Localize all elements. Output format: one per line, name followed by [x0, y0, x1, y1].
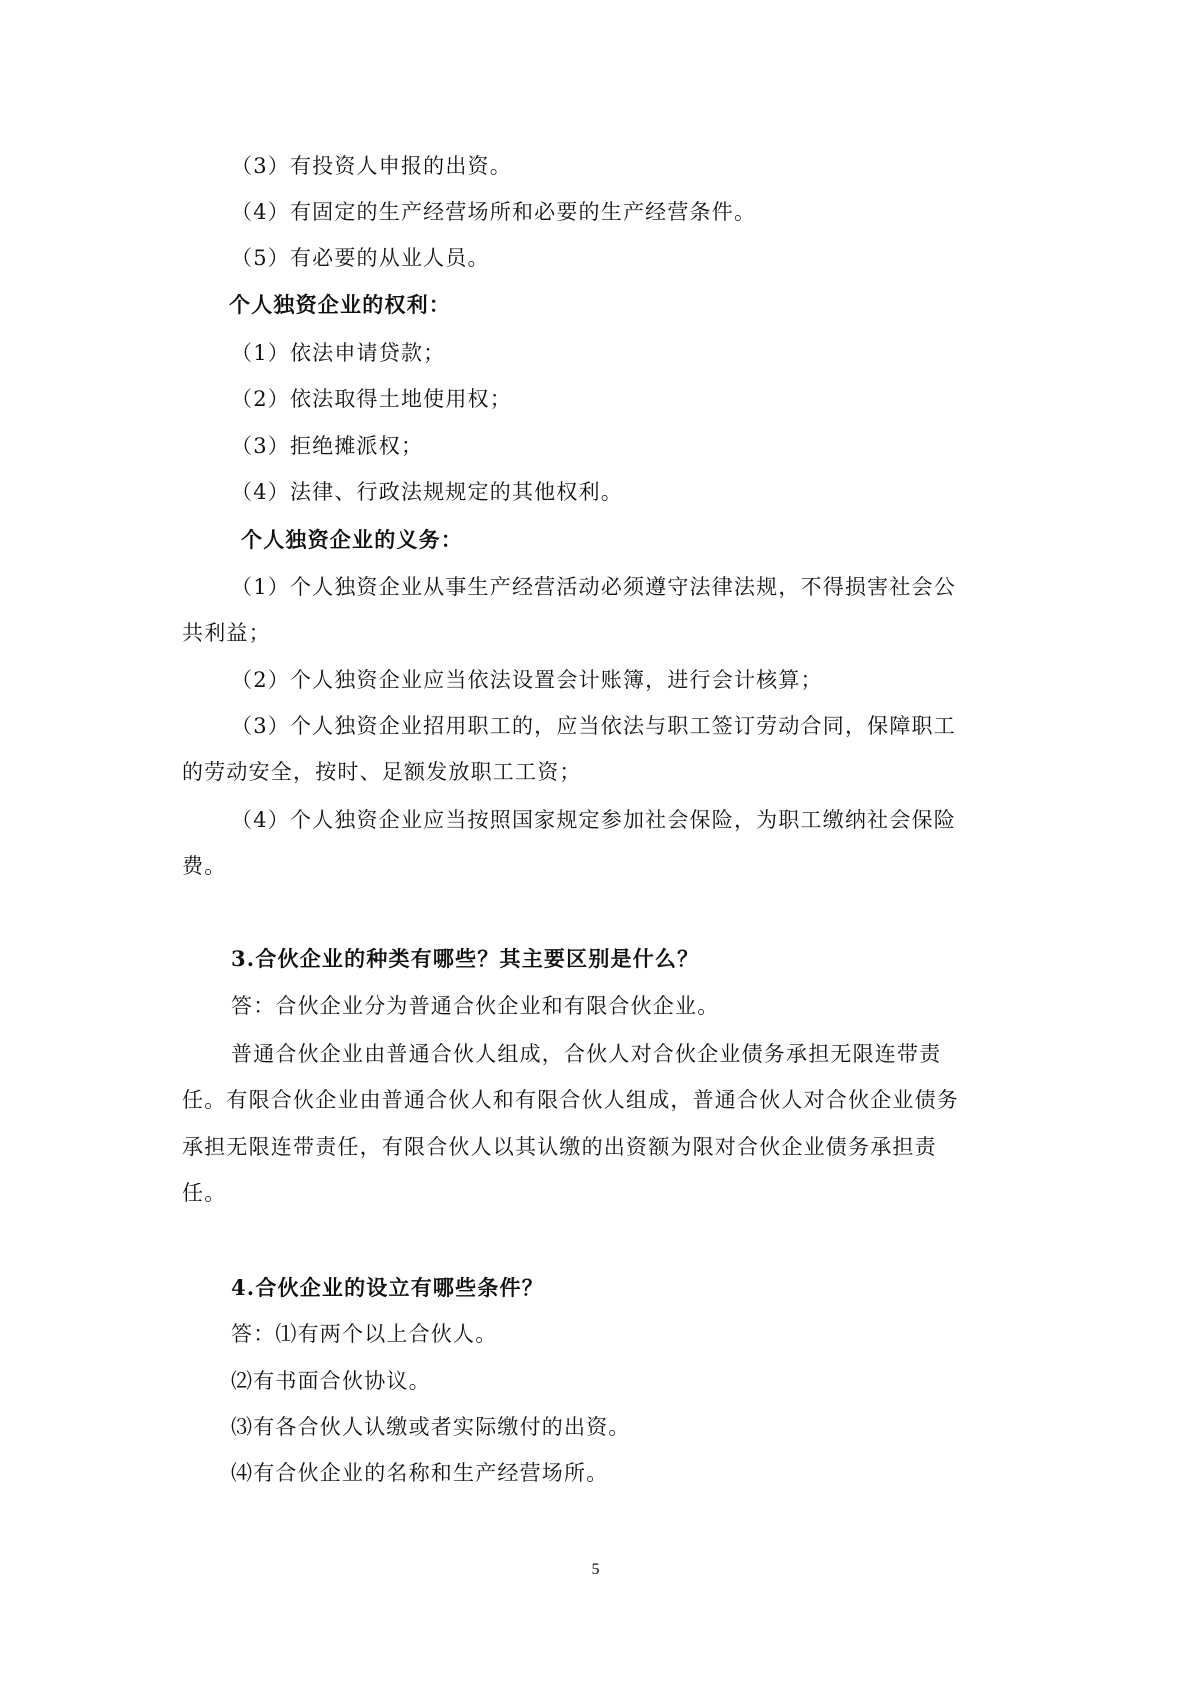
- text-line: 共利益；: [182, 621, 271, 645]
- text-line: （4）个人独资企业应当按照国家规定参加社会保险，为职工缴纳社会保险: [231, 808, 956, 832]
- text-line: 任。有限合伙企业由普通合伙人和有限合伙人组成，普通合伙人对合伙企业债务: [182, 1088, 959, 1112]
- text-line: （2）依法取得土地使用权；: [231, 387, 512, 411]
- text-line: 答：合伙企业分为普通合伙企业和有限合伙企业。: [231, 994, 720, 1018]
- text-line: ⑷有合伙企业的名称和生产经营场所。: [231, 1461, 609, 1485]
- text-line: （4）法律、行政法规规定的其他权利。: [231, 480, 623, 504]
- text-line: （2）个人独资企业应当依法设置会计账簿，进行会计核算；: [231, 668, 823, 692]
- text-line: （1）个人独资企业从事生产经营活动必须遵守法律法规，不得损害社会公: [231, 575, 956, 599]
- text-line: （3）拒绝摊派权；: [231, 434, 424, 458]
- text-line: （4）有固定的生产经营场所和必要的生产经营条件。: [231, 200, 757, 224]
- text-line: ⑶有各合伙人认缴或者实际缴付的出资。: [231, 1415, 631, 1439]
- text-line: 任。: [182, 1181, 227, 1205]
- section-heading: 个人独资企业的义务：: [241, 527, 463, 552]
- text-line: 费。: [182, 854, 227, 878]
- text-line: （3）有投资人申报的出资。: [231, 154, 512, 178]
- section-heading: 个人独资企业的权利：: [229, 292, 451, 317]
- text-line: 的劳动安全，按时、足额发放职工工资；: [182, 760, 582, 784]
- text-line: 答：⑴有两个以上合伙人。: [231, 1322, 498, 1346]
- text-line: （5）有必要的从业人员。: [231, 246, 490, 270]
- question-heading: 3.合伙企业的种类有哪些？其主要区别是什么？: [231, 946, 700, 971]
- text-line: 承担无限连带责任，有限合伙人以其认缴的出资额为限对合伙企业债务承担责: [182, 1135, 937, 1159]
- page-number: 5: [591, 1561, 600, 1578]
- text-line: 普通合伙企业由普通合伙人组成，合伙人对合伙企业债务承担无限连带责: [231, 1042, 942, 1066]
- text-line: ⑵有书面合伙协议。: [231, 1369, 431, 1393]
- text-line: （3）个人独资企业招用职工的，应当依法与职工签订劳动合同，保障职工: [231, 714, 956, 738]
- question-heading: 4.合伙企业的设立有哪些条件？: [231, 1275, 544, 1300]
- text-line: （1）依法申请贷款；: [231, 341, 446, 365]
